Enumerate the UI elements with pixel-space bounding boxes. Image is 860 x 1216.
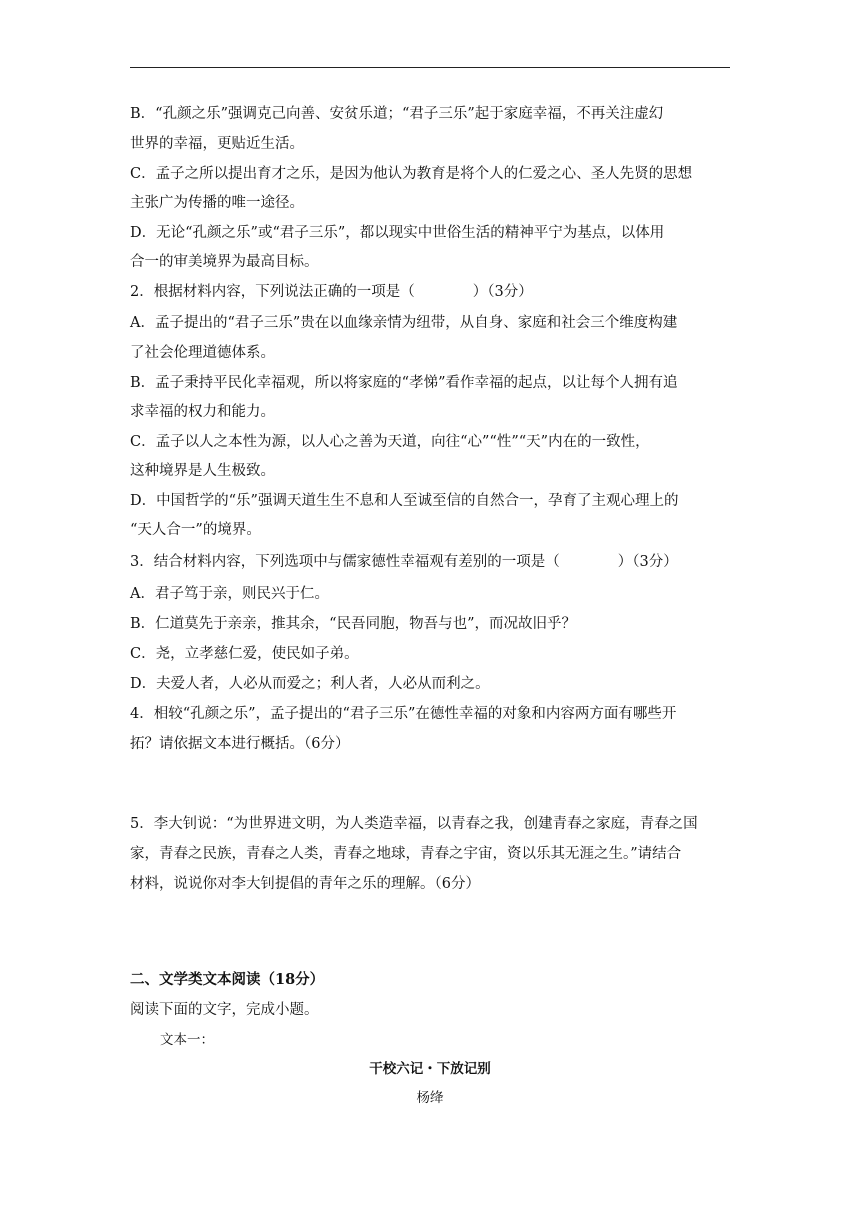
question-2: 2．根据材料内容，下列说法正确的一项是（ ）（3分）: [130, 284, 533, 300]
option-a-q3: A．君子笃于亲，则民兴于仁。: [130, 586, 329, 602]
option-c-q2-line1: C．孟子以人之本性为源，以人心之善为天道，向往“心”“性”“天”内在的一致性，: [130, 434, 650, 450]
article-title: 干校六记・下放记别: [369, 1061, 491, 1077]
option-a-q2-line1: A．孟子提出的“君子三乐”贵在以血缘亲情为纽带，从自身、家庭和社会三个维度构建: [130, 315, 678, 331]
option-d-q1-line2: 合一的审美境界为最高目标。: [130, 254, 319, 270]
section-heading: 二、文学类文本阅读（18分）: [130, 971, 325, 988]
option-d-q2-line2: “天人合一”的境界。: [130, 522, 261, 538]
instruction: 阅读下面的文字，完成小题。: [130, 1002, 319, 1018]
option-a-q2-line2: 了社会伦理道德体系。: [130, 345, 275, 361]
option-c-q1-line2: 主张广为传播的唯一途径。: [130, 195, 304, 211]
question-5-line1: 5．李大钊说：“为世界进文明，为人类造幸福，以青春之我，创建青春之家庭，青春之国: [130, 816, 698, 832]
option-d-q3: D．夫爱人者，人必从而爱之；利人者，人必从而利之。: [130, 676, 490, 692]
question-5-line2: 家，青春之民族，青春之人类，青春之地球，青春之宇宙，资以乐其无涯之生。”请结合: [130, 846, 682, 862]
question-4-line2: 拓？请依据文本进行概括。（6分）: [130, 736, 350, 752]
question-5-line3: 材料，说说你对李大钊提倡的青年之乐的理解。（6分）: [130, 876, 480, 892]
option-c-q2-line2: 这种境界是人生极致。: [130, 463, 275, 479]
question-3: 3．结合材料内容，下列选项中与儒家德性幸福观有差别的一项是（ ）（3分）: [130, 554, 678, 570]
question-4-line1: 4．相较“孔颜之乐”，孟子提出的“君子三乐”在德性幸福的对象和内容两方面有哪些开: [130, 706, 677, 722]
header-rule: [130, 67, 730, 68]
option-b-q2-line2: 求幸福的权力和能力。: [130, 404, 275, 420]
option-c-q3: C．尧，立孝慈仁爱，使民如子弟。: [130, 646, 359, 662]
option-d-q2-line1: D．中国哲学的“乐”强调天道生生不息和人至诚至信的自然合一，孕育了主观心理上的: [130, 493, 679, 509]
option-d-q1-line1: D．无论“孔颜之乐”或“君子三乐”，都以现实中世俗生活的精神平宁为基点，以体用: [130, 225, 665, 241]
text-label: 文本一：: [160, 1032, 214, 1048]
option-b-q2-line1: B．孟子秉持平民化幸福观，所以将家庭的“孝悌”看作幸福的起点，以让每个人拥有追: [130, 375, 678, 391]
option-b-q1-line2: 世界的幸福，更贴近生活。: [130, 136, 304, 152]
article-author: 杨绛: [416, 1090, 444, 1106]
option-b-q3: B．仁道莫先于亲亲，推其余，“民吾同胞，物吾与也”，而况故旧乎？: [130, 616, 576, 632]
option-c-q1-line1: C．孟子之所以提出育才之乐，是因为他认为教育是将个人的仁爱之心、圣人先贤的思想: [130, 166, 693, 182]
option-b-q1-line1: B．“孔颜之乐”强调克己向善、安贫乐道；“君子三乐”起于家庭幸福，不再关注虚幻: [130, 106, 664, 122]
